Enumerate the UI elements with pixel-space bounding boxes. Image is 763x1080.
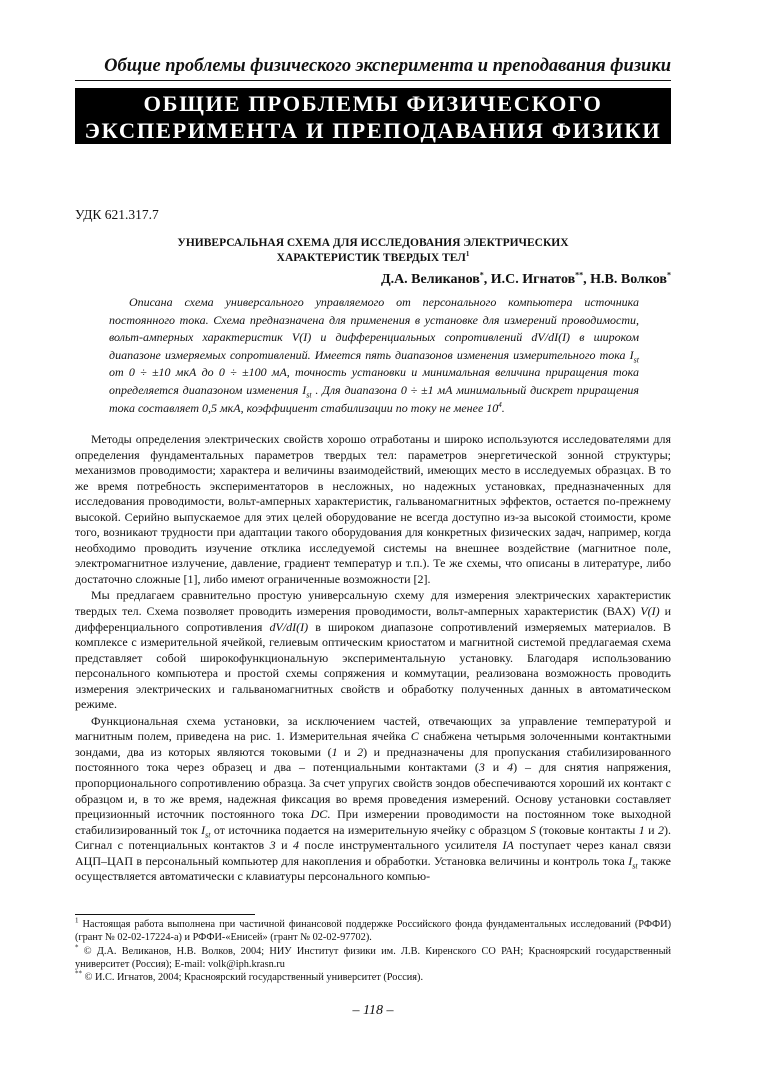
body-text-run: Функциональная схема установки, за исключением частей, отвечающих за управление температурой и магнитным полем, приведена на рис. 1. Измерительная ячейка [75, 713, 671, 744]
formula-v-of-i: V(I) [640, 604, 660, 619]
body-text-run: поступает через канал связи АЦП–ЦАП в персональный компьютер для накопления и обработки. Установка величины и контроль тока [75, 838, 672, 868]
footnote-rule [75, 914, 255, 915]
section-title-line-1: ОБЩИЕ ПРОБЛЕМЫ ФИЗИЧЕСКОГО [143, 91, 603, 116]
exponent: 4 [498, 400, 502, 409]
paper-title-line-2 [75, 251, 671, 266]
symbol-cell-c: C [410, 729, 419, 744]
contact-number: 2 [357, 744, 364, 759]
abstract-text: в широком диапазоне измеряемых сопротивлений. Имеется пять диапазонов изменения измерительного тока [109, 330, 640, 362]
body-paragraph-3 [75, 714, 671, 885]
body-text-run: и [337, 744, 358, 759]
footnote-3 [75, 971, 671, 984]
symbol-s: S [529, 822, 536, 837]
body-text-run: ) и предназначены для пропускания стабилизированного постоянного тока через образец и два – потенциальными контактами ( [75, 744, 672, 775]
footnote-text: Настоящая работа выполнена при частичной финансовой поддержке Российского фонда фундаментальных исследований (РФФИ) (грант № 02-02-17224-а) и РФФИ-«Енисей» (грант № 02-02-97702). [75, 919, 671, 944]
page-number: – 118 – [352, 1003, 394, 1018]
abstract [109, 294, 639, 417]
abstract-text: от 0 ÷ ±10 мкА до 0 ÷ ±100 мА, точность установки и минимальная величина приращения тока определяется диапазоном изменения [109, 365, 639, 397]
contact-number: 3 [478, 760, 485, 775]
body-text-run: и [484, 760, 508, 775]
symbol-i: I [629, 347, 634, 362]
abstract-text: Описана схема универсального управляемого от персонального компьютера источника постоянного тока. Схема предназначена для применения в установке для измерений проводимости, вольт-амперных характеристик [109, 295, 639, 345]
running-head-rule [75, 80, 671, 81]
body-paragraph-2 [75, 588, 671, 712]
footnote-1 [75, 918, 671, 945]
footnote-mark: ** [75, 969, 82, 978]
symbol-i: I [201, 822, 206, 837]
body-text-run: и [644, 822, 659, 837]
body-text-run: после инструментального усилителя [299, 838, 503, 853]
body-text-run: и [275, 838, 294, 853]
body-text [75, 432, 671, 885]
footnotes [75, 918, 671, 984]
subscript-st: st [306, 390, 312, 400]
paper-title-line-1: УНИВЕРСАЛЬНАЯ СХЕМА ДЛЯ ИССЛЕДОВАНИЯ ЭЛЕКТРИЧЕСКИХ [177, 237, 569, 249]
body-text-run: также осуществляется автоматически с клавиатуры персонального компью- [75, 853, 671, 884]
subscript-st: st [633, 355, 639, 365]
body-text-run: (токовые контакты [535, 822, 639, 837]
author-volkov: Н.В. Волков [590, 272, 667, 287]
symbol-dc: DC [310, 807, 328, 822]
paper-title-line-2-text: ХАРАКТЕРИСТИК ТВЕРДЫХ ТЕЛ [276, 252, 466, 264]
authors-line [75, 271, 671, 289]
footnote-mark: 1 [75, 916, 79, 925]
body-text-run: в широком диапазоне сопротивлений измеряемых материалов. В комплексе с измерительной ячейкой, гелиевым оптическим криостатом и магнитной системой предлагаемая схема представляет собой широкофункциональную экспериментальную установку. Благодаря использованию персонального компьютера и простой схемы сопряжения и коммутации, реализована возможность проводить измерения электрических и гальваномагнитных свойств и обработку полученных данных в автоматическом режиме. [75, 619, 671, 712]
title-footnote-mark: 1 [465, 250, 470, 259]
author-separator: , [483, 272, 491, 287]
abstract-text: и дифференциальных сопротивлений [311, 330, 532, 345]
udk-code: УДК 621.317.7 [75, 207, 159, 222]
author-mark: * [479, 270, 484, 280]
symbol-i: I [628, 853, 633, 868]
body-text-run: ) – для снятия напряжения, пропорционального сопротивлению образца. За счет упругих свойств зондов обеспечиваются хороший их контакт с образцом и, в то же время, надежная фиксация во время проведения измерений. Основу установки составляет прецизионный источник постоянного тока [75, 760, 672, 822]
author-ignatov: И.С. Игнатов [490, 272, 576, 287]
contact-number: 1 [331, 744, 338, 759]
abstract-text: . Для диапазона 0 ÷ ±1 мА минимальный дискрет приращения тока составляет 0,5 мкА, коэффициент стабилизации по току не менее 10 [109, 382, 639, 415]
body-text-run: ). Сигнал с потенциальных контактов [75, 822, 672, 853]
subscript-st: st [205, 830, 211, 840]
symbol-ia: IA [502, 838, 514, 853]
footnote-mark: * [75, 943, 79, 952]
section-title-banner [75, 88, 671, 144]
contact-number: 4 [293, 838, 300, 853]
author-velikanov: Д.А. Великанов [380, 272, 480, 287]
formula-dv-di: dV/dI(I) [531, 330, 571, 345]
footnote-text: © И.С. Игнатов, 2004; Красноярский государственный университет (Россия). [82, 972, 424, 984]
footnote-text: © Д.А. Великанов, Н.В. Волков, 2004; НИУ Институт физики им. Л.В. Киренского СО РАН; Красноярский государственный университет (Россия); E-mail: volk@iph.krasn.ru [75, 945, 671, 970]
subscript-st: st [632, 861, 638, 871]
paper-title [75, 236, 671, 266]
author-mark: * [667, 270, 671, 280]
formula-dv-di: dV/dI(I) [269, 619, 309, 634]
contact-number: 2 [658, 822, 665, 837]
body-paragraph-1: Методы определения электрических свойств хорошо отработаны и широко используются исследователями для определения фундаментальных параметров твердых тел: параметров энергетической зонной структуры; механизмов проводимости; характера и величины взаимодействий, имеющих место в исследуемых образцах. В то же время потребность экспериментаторов в несложных, но надежных установках, предназначенных для исследования проводимости, вольт-амперных характеристик, гальваномагнитных эффектов, остается по-прежнему высокой. Серийно выпускаемое для этих целей оборудование не всегда доступно из-за высокой стоимости, кроме того, возникают трудности при адаптации такого оборудования для конкретных физических задач, например, когда необходимо проводить изучение отклика исследуемой системы на внешнее воздействие (магнитное поле, электромагнитное излучение, давление, градиент температур и т.п.). Те же схемы, что описаны в литературе, либо достаточно сложные [1], либо имеют ограниченные возможности [2]. [75, 432, 671, 586]
body-text-run: снабжена четырьмя золоченными контактными зондами, два из которых являются токовыми ( [75, 729, 671, 759]
contact-number: 3 [269, 838, 276, 853]
section-title-line-2: ЭКСПЕРИМЕНТА И ПРЕПОДАВАНИЯ ФИЗИКИ [84, 118, 662, 143]
body-text-run: от источника подается на измерительную ячейку с образцом [210, 822, 530, 837]
abstract-paragraph [109, 294, 639, 417]
contact-number: 4 [507, 760, 514, 775]
body-text-run: . При измерении проводимости на постоянном токе выходной стабилизированный ток [75, 807, 671, 837]
author-mark: ** [575, 270, 584, 280]
contact-number: 1 [638, 822, 645, 837]
running-head: Общие проблемы физического эксперимента и преподавания физики [104, 56, 671, 76]
body-text-run: Мы предлагаем сравнительно простую универсальную схему для измерения электрических характеристик твердых тел. Схема позволяет проводить измерения проводимости, вольт-амперных характеристик (ВАХ) [75, 588, 671, 619]
footnote-2 [75, 945, 671, 972]
body-text-run: и дифференциального сопротивления [75, 604, 671, 634]
formula-v-of-i: V(I) [291, 330, 312, 345]
author-separator: , [583, 272, 591, 287]
abstract-text: . [501, 400, 505, 415]
symbol-i: I [302, 382, 307, 397]
